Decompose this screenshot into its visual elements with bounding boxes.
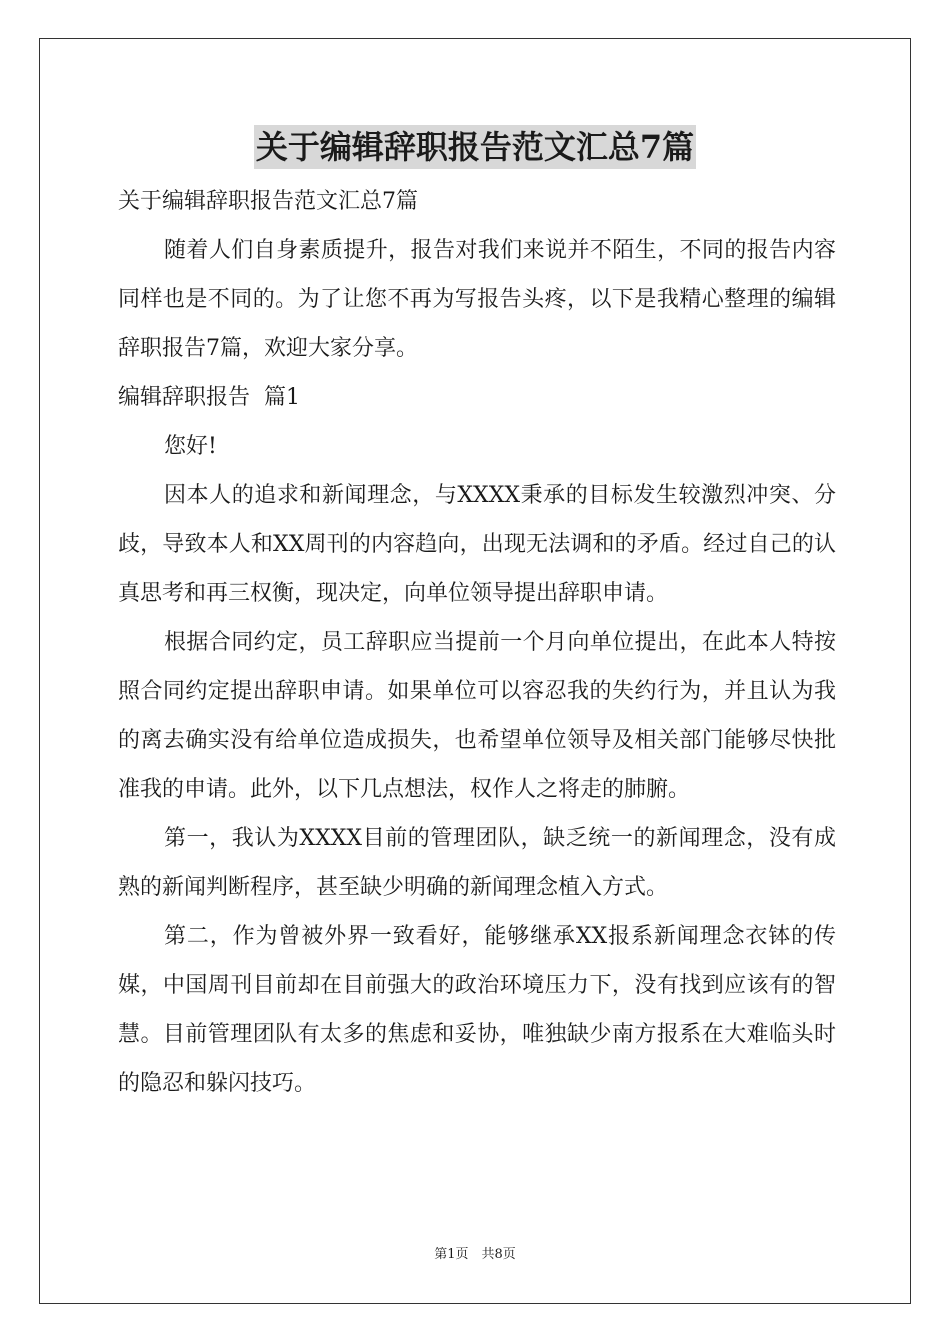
body-paragraph: 因本人的追求和新闻理念，与XXXX秉承的目标发生较激烈冲突、分歧，导致本人和XX周刊的内容趋向，出现无法调和的矛盾。经过自己的认真思考和再三权衡，现决定，向单位领导提出辞职申请。: [118, 483, 836, 606]
document-body: [118, 177, 836, 1108]
title-container: [0, 125, 950, 169]
body-paragraph: 第二，作为曾被外界一致看好，能够继承XX报系新闻理念衣钵的传媒，中国周刊目前却在目前强大的政治环境压力下，没有找到应该有的智慧。目前管理团队有太多的焦虑和妥协，唯独缺少南方报系在大难临头时的隐忍和躲闪技巧。: [118, 924, 836, 1096]
page-number-label: 第1页 共8页: [434, 1247, 516, 1262]
greeting-paragraph: 您好!: [164, 434, 217, 459]
document-title: 关于编辑辞职报告范文汇总7篇: [254, 125, 696, 169]
intro-paragraph: 随着人们自身素质提升，报告对我们来说并不陌生，不同的报告内容同样也是不同的。为了让您不再为写报告头疼，以下是我精心整理的编辑辞职报告7篇，欢迎大家分享。: [118, 238, 836, 361]
document-subtitle: 关于编辑辞职报告范文汇总7篇: [118, 189, 418, 214]
body-paragraph: 根据合同约定，员工辞职应当提前一个月向单位提出，在此本人特按照合同约定提出辞职申请。如果单位可以容忍我的失约行为，并且认为我的离去确实没有给单位造成损失，也希望单位领导及相关部门能够尽快批准我的申请。此外，以下几点想法，权作人之将走的肺腑。: [118, 630, 836, 802]
section-heading: 编辑辞职报告 篇1: [118, 385, 300, 410]
page-footer: [0, 1245, 950, 1265]
body-paragraph: 第一，我认为XXXX目前的管理团队，缺乏统一的新闻理念，没有成熟的新闻判断程序，甚至缺少明确的新闻理念植入方式。: [118, 826, 836, 900]
